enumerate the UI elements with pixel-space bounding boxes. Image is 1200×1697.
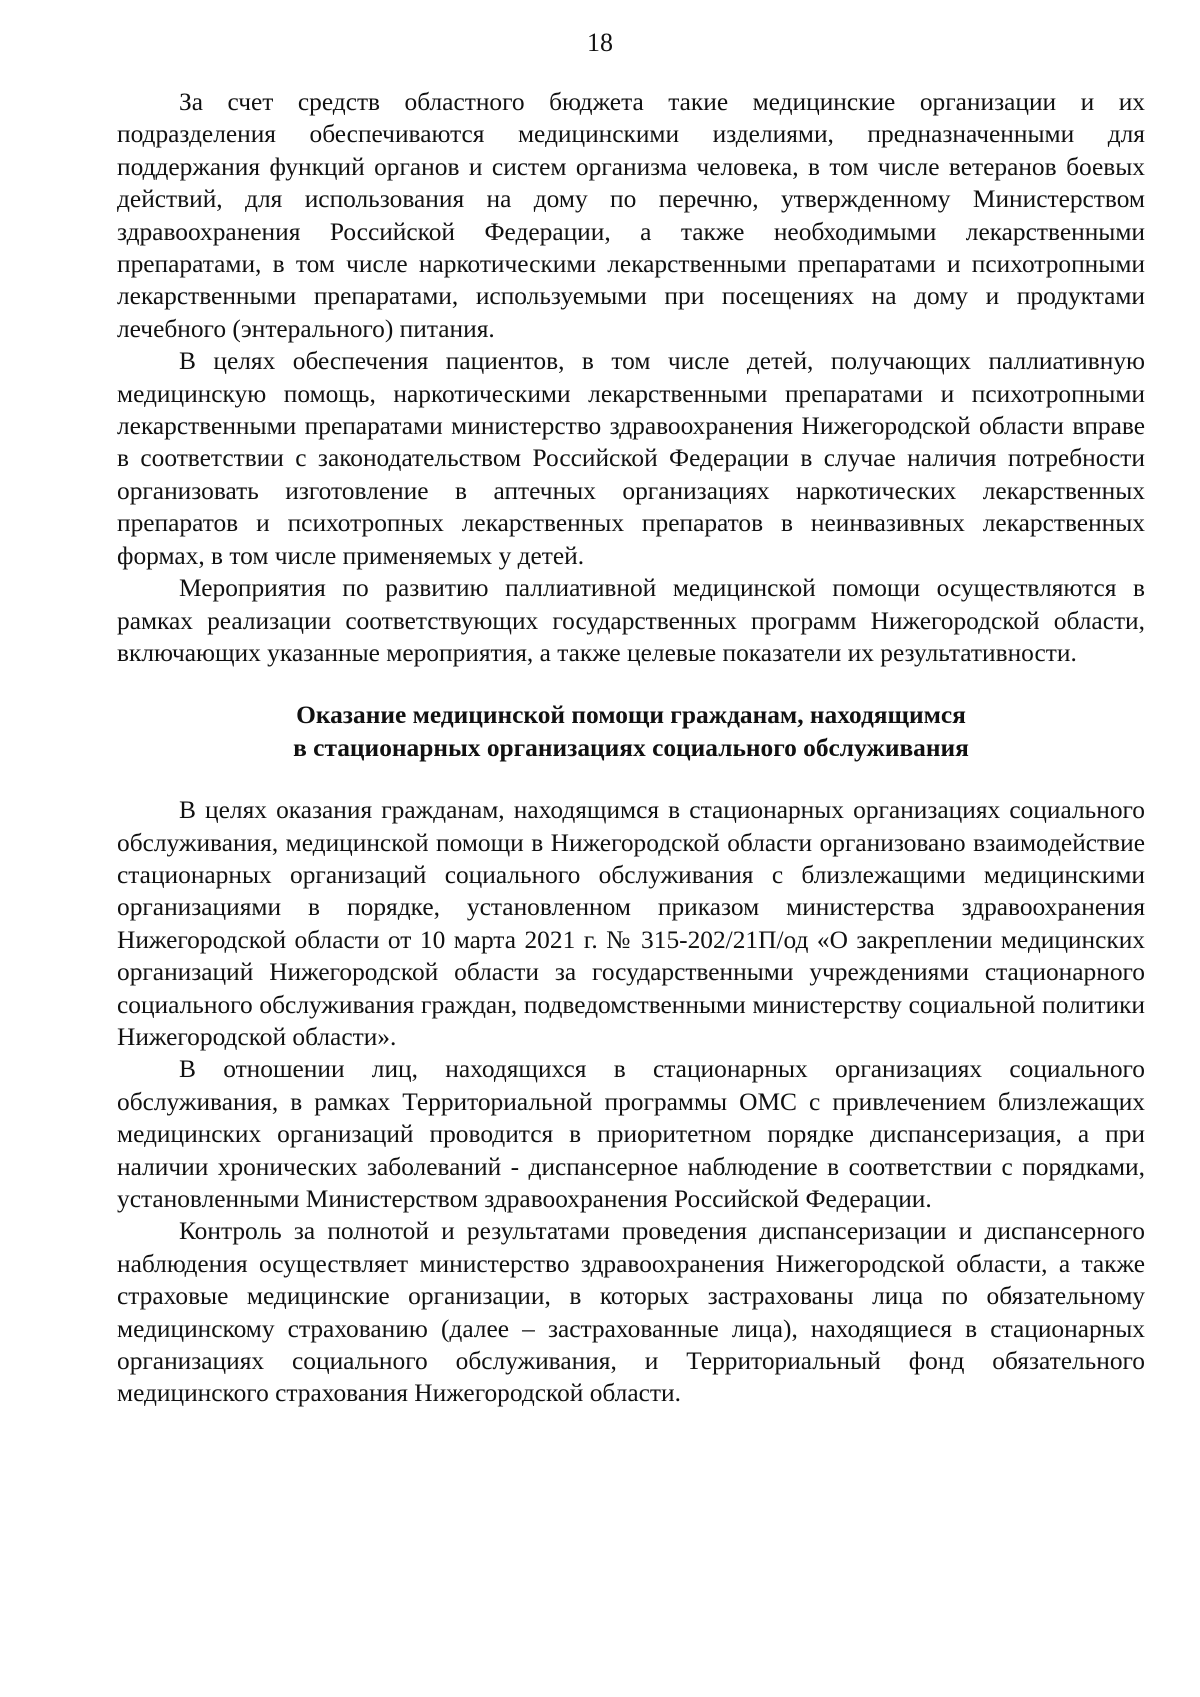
paragraph-palliative-programs: Мероприятия по развитию паллиативной медицинской помощи осуществляются в рамках реализации соответствующих государственных программ Нижегородской области, включающих указанные мероприятия, а также целевые показатели их результативности. bbox=[117, 574, 1145, 667]
document-body bbox=[117, 86, 1145, 1410]
section-heading-line-2: в стационарных организациях социального обслуживания bbox=[293, 733, 969, 762]
paragraph-social-care-interaction: В целях оказания гражданам, находящимся в стационарных организациях социального обслуживания, медицинской помощи в Нижегородской области организовано взаимодействие стационарных организаций социального обслуживания с близлежащими медицинскими организациями в порядке, установленном приказом министерства здравоохранения Нижегородской области от 10 марта 2021 г. № 315-202/21П/од «О закреплении медицинских организаций Нижегородской области за государственными учреждениями стационарного социального обслуживания граждан, подведомственными министерству социальной политики Нижегородской области». bbox=[117, 796, 1145, 1051]
paragraph-control: Контроль за полнотой и результатами проведения диспансеризации и диспансерного наблюдения осуществляет министерство здравоохранения Нижегородской области, а также страховые медицинские организации, в которых застрахованы лица по обязательному медицинскому страхованию (далее – застрахованные лица), находящиеся в стационарных организациях социального обслуживания, и Территориальный фонд обязательного медицинского страхования Нижегородской области. bbox=[117, 1217, 1145, 1408]
section-heading-line-1: Оказание медицинской помощи гражданам, находящимся bbox=[296, 701, 966, 730]
paragraph-narcotic-drugs: В целях обеспечения пациентов, в том числе детей, получающих паллиативную медицинскую помощь, наркотическими лекарственными препаратами и психотропными лекарственными препаратами министерство здравоохранения Нижегородской области вправе в соответствии с законодательством Российской Федерации в случае наличия потребности организовать изготовление в аптечных организациях наркотических лекарственных препаратов и психотропных лекарственных препаратов в неинвазивных лекарственных формах, в том числе применяемых у детей. bbox=[117, 347, 1145, 570]
section-heading bbox=[117, 699, 1145, 764]
paragraph-medical-devices: За счет средств областного бюджета такие медицинские организации и их подразделения обеспечиваются медицинскими изделиями, предназначенными для поддержания функций органов и систем организма человека, в том числе ветеранов боевых действий, для использования на дому по перечню, утвержденному Министерством здравоохранения Российской Федерации, а также необходимыми лекарственными препаратами, в том числе наркотическими лекарственными препаратами и психотропными лекарственными препаратами, используемыми при посещениях на дому и продуктами лечебного (энтерального) питания. bbox=[117, 88, 1145, 343]
paragraph-dispensary-examination: В отношении лиц, находящихся в стационарных организациях социального обслуживания, в рамках Территориальной программы ОМС с привлечением близлежащих медицинских организаций проводится в приоритетном порядке диспансеризация, а при наличии хронических заболеваний - диспансерное наблюдение в соответствии с порядками, установленными Министерством здравоохранения Российской Федерации. bbox=[117, 1055, 1145, 1213]
page-number: 18 bbox=[587, 28, 613, 57]
